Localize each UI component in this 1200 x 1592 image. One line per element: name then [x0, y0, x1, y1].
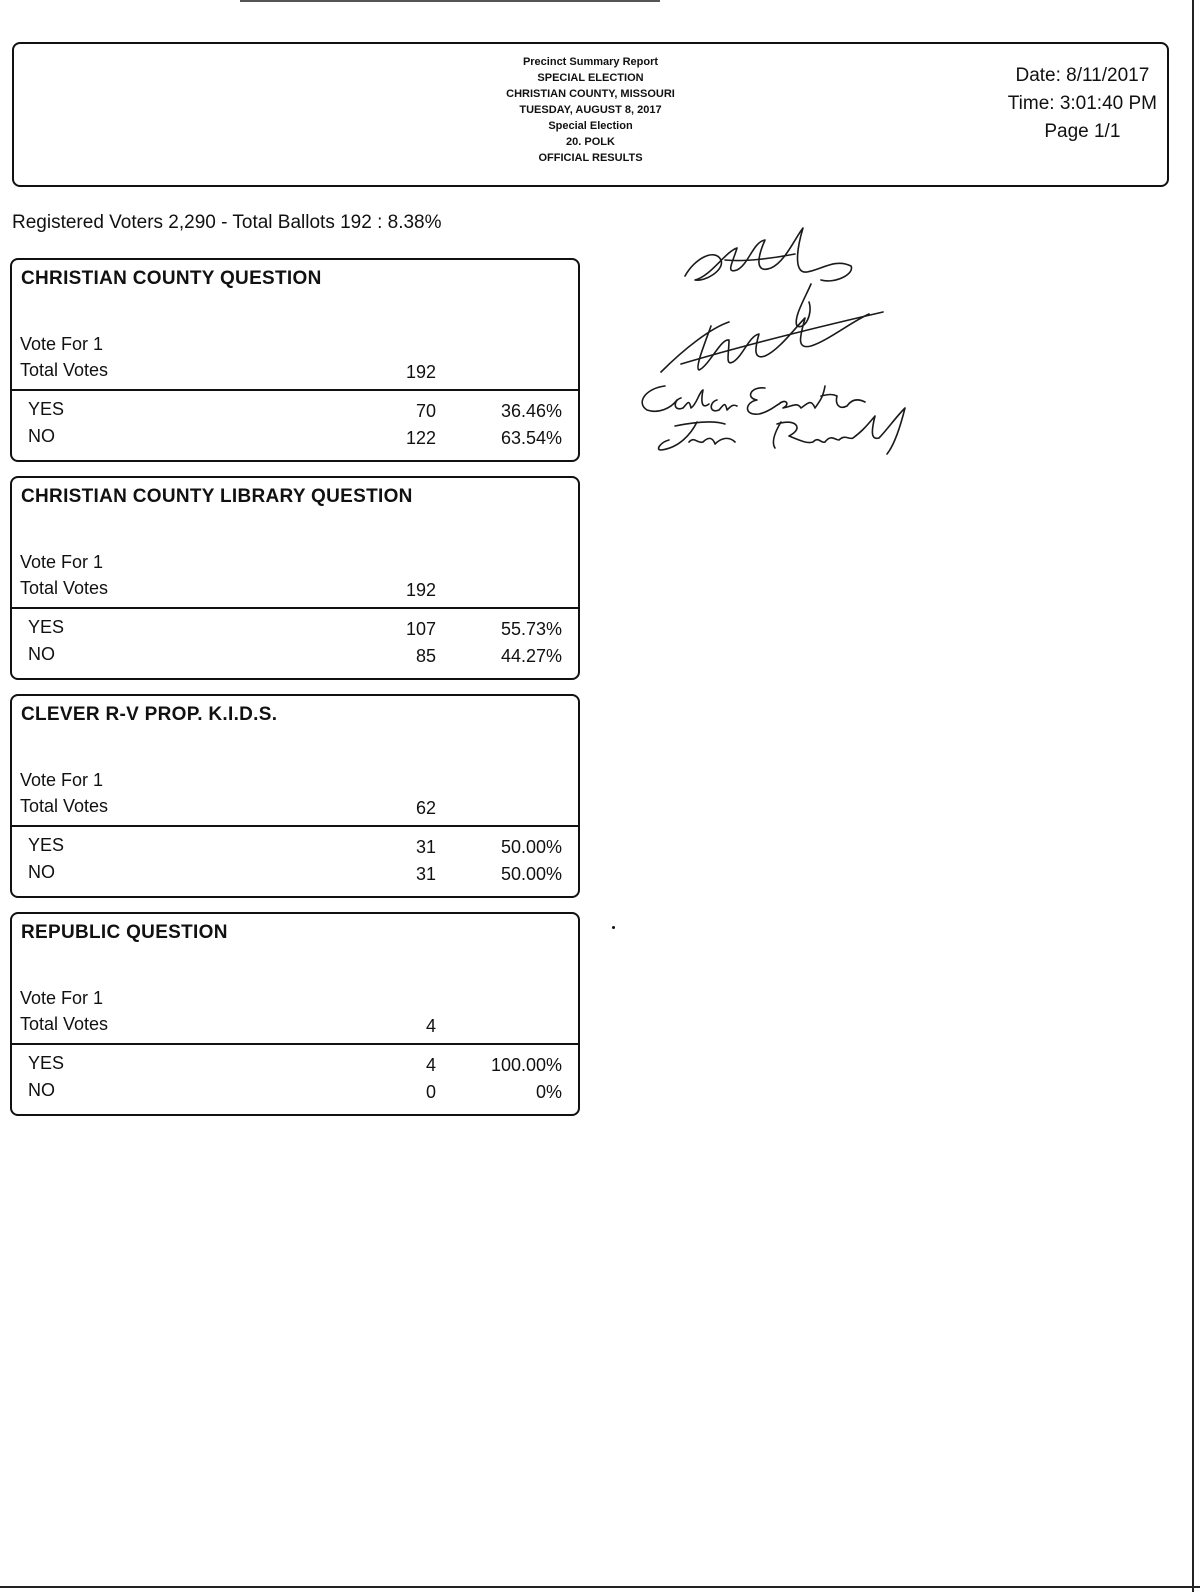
total-votes-value: 192	[405, 362, 436, 382]
election-date: TUESDAY, AUGUST 8, 2017	[519, 104, 662, 116]
report-header	[12, 42, 1169, 187]
page-edge-right	[1192, 0, 1194, 1592]
choice-votes: 70	[415, 401, 436, 421]
choice-name: NO	[28, 862, 55, 882]
page-edge-bottom	[0, 1586, 1200, 1588]
total-votes-label: Total Votes	[20, 360, 109, 380]
total-votes-label: Total Votes	[20, 1014, 109, 1034]
choice-percent: 36.46%	[500, 401, 562, 421]
report-page: Page 1/1	[1044, 121, 1121, 142]
contest-divider	[12, 607, 578, 609]
jurisdiction: CHRISTIAN COUNTY, MISSOURI	[506, 88, 675, 100]
vote-for-label: Vote For 1	[20, 988, 104, 1008]
choice-name: YES	[28, 399, 65, 419]
vote-for-label: Vote For 1	[20, 552, 104, 572]
report-date: Date: 8/11/2017	[1015, 65, 1150, 86]
total-votes-value: 192	[405, 580, 436, 600]
vote-for-label: Vote For 1	[20, 334, 104, 354]
choice-row-no	[12, 1080, 578, 1106]
report-title: Precinct Summary Report	[522, 56, 659, 68]
choice-name: YES	[28, 1053, 65, 1073]
total-votes-value: 4	[425, 1016, 436, 1036]
choice-percent: 50.00%	[500, 837, 562, 857]
total-votes-value: 62	[415, 798, 436, 818]
choice-votes: 4	[425, 1055, 436, 1075]
contest-title: CLEVER R-V PROP. K.I.D.S.	[21, 704, 278, 725]
choice-votes: 31	[415, 864, 436, 884]
contest-divider	[12, 825, 578, 827]
contest-title: CHRISTIAN COUNTY QUESTION	[21, 268, 322, 289]
election-name: Special Election	[548, 120, 633, 132]
choice-name: NO	[28, 1080, 55, 1100]
choice-name: YES	[28, 835, 65, 855]
choice-votes: 107	[405, 619, 436, 639]
choice-votes: 31	[415, 837, 436, 857]
report-header-title-block	[14, 54, 1167, 166]
contest-divider	[12, 1043, 578, 1045]
choice-percent: 50.00%	[500, 864, 562, 884]
choice-row-yes	[12, 617, 578, 643]
contest-box-clever-rv-prop-kids	[10, 694, 580, 898]
choice-row-yes	[12, 1053, 578, 1079]
choice-votes: 122	[405, 428, 436, 448]
handwritten-signatures-icon	[625, 218, 925, 468]
contest-title: REPUBLIC QUESTION	[21, 922, 228, 943]
choice-votes: 85	[415, 646, 436, 666]
top-scan-rule	[240, 0, 660, 2]
contest-box-christian-county-question	[10, 258, 580, 462]
choice-percent: 63.54%	[500, 428, 562, 448]
report-time: Time: 3:01:40 PM	[1007, 93, 1157, 114]
contest-title: CHRISTIAN COUNTY LIBRARY QUESTION	[21, 486, 413, 507]
choice-row-yes	[12, 399, 578, 425]
precinct-name: 20. POLK	[566, 136, 615, 148]
contest-box-republic-question	[10, 912, 580, 1116]
choice-percent: 100.00%	[490, 1055, 562, 1075]
choice-percent: 44.27%	[500, 646, 562, 666]
vote-for-label: Vote For 1	[20, 770, 104, 790]
choice-row-no	[12, 862, 578, 888]
contest-divider	[12, 389, 578, 391]
contest-box-library-question	[10, 476, 580, 680]
election-type: SPECIAL ELECTION	[537, 72, 644, 84]
total-votes-label: Total Votes	[20, 796, 109, 816]
choice-votes: 0	[425, 1082, 436, 1102]
choice-row-no	[12, 426, 578, 452]
turnout-summary: Registered Voters 2,290 - Total Ballots 192 : 8.38%	[12, 212, 442, 233]
total-votes-label: Total Votes	[20, 578, 109, 598]
choice-row-no	[12, 644, 578, 670]
choice-percent: 55.73%	[500, 619, 562, 639]
choice-name: YES	[28, 617, 65, 637]
choice-row-yes	[12, 835, 578, 861]
choice-name: NO	[28, 644, 55, 664]
choice-name: NO	[28, 426, 55, 446]
results-status: OFFICIAL RESULTS	[538, 152, 643, 164]
scan-speck	[612, 926, 615, 929]
report-meta	[1008, 62, 1157, 146]
choice-percent: 0%	[535, 1082, 562, 1102]
